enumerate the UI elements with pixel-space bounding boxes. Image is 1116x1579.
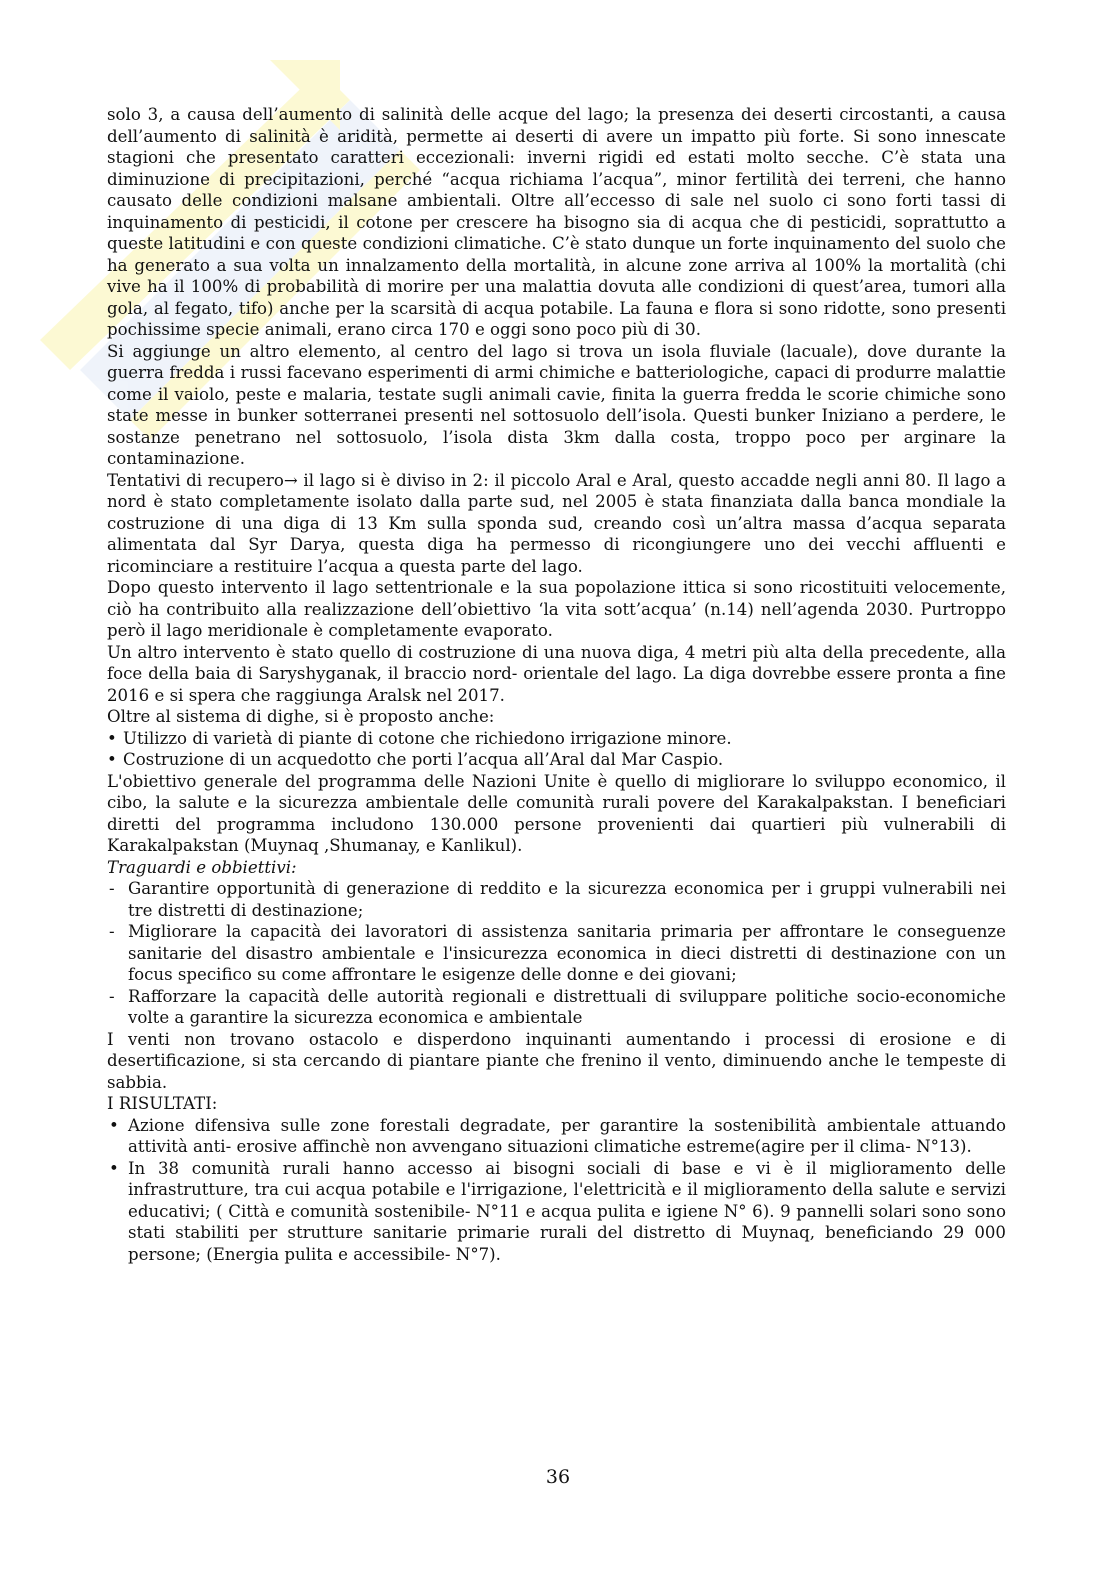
paragraph-after-intervention: Dopo questo intervento il lago settentrionale e la sua popolazione ittica si sono ricostituiti velocemente, ciò ha contribuito alla realizzazione dell’obiettivo ‘la vita sott’acqua’ (n.14) nell’agenda 2030. Purtroppo però il lago meridionale è completamente evaporato.: [107, 578, 1006, 640]
paragraph-new-dam: Un altro intervento è stato quello di costruzione di una nuova diga, 4 metri più alta della precedente, alla foce della baia di Saryshyganak, il braccio nord- orientale del lago. La diga dovrebbe essere pronta a fine 2016 e si spera che raggiunga Aralsk nel 2017.: [107, 642, 1006, 705]
list-item: • Utilizzo di varietà di piante di cotone che richiedono irrigazione minore.: [107, 728, 1006, 750]
proposals-list: [107, 728, 1006, 771]
paragraph-un-programme: L'obiettivo generale del programma delle Nazioni Unite è quello di migliorare lo sviluppo economico, il cibo, la salute e la sicurezza ambientale delle comunità rurali povere del Karakalpakstan. I beneficiari diretti del programma includono 130.000 persone provenienti dai quartieri più vulnerabili di Karakalpakstan (Muynaq ,Shumanay, e Kanlikul).: [107, 771, 1006, 855]
list-item: • In 38 comunità rurali hanno accesso ai bisogni sociali di base e vi è il miglioramento delle infrastrutture, tra cui acqua potabile e l'irrigazione, l'elettricità e il miglioramento della salute e servizi educativi; ( Città e comunità sostenibile- N°11 e acqua pulita e igiene N° 6). 9 pannelli solari sono sono stati stabiliti per strutture sanitarie primarie rurali del distretto di Muynaq, beneficiando 29 000 persone; (Energia pulita e accessibile- N°7).: [107, 1158, 1006, 1266]
paragraph-salinity: solo 3, a causa dell’aumento di salinità delle acque del lago; la presenza dei deserti circostanti, a causa dell’aumento di salinità è aridità, permette ai deserti di avere un impatto più forte. Si sono innescate stagioni che presentato caratteri eccezionali: inverni rigidi ed estati molto secche. C’è stata una diminuzione di precipitazioni, perché “acqua richiama l’acqua”, minor fertilità dei terreni, che hanno causato delle condizioni malsane ambientali. Oltre all’eccesso di sale nel suolo ci sono forti tassi di inquinamento di pesticidi, il cotone per crescere ha bisogno sia di acqua che di pesticidi, soprattutto a queste latitudini e con queste condizioni climatiche. C’è stato dunque un forte inquinamento del suolo che ha generato a sua volta un innalzamento della mortalità, in alcune zone arriva al 100% la mortalità (chi vive ha il 100% di probabilità di morire per una malattia dovuta alle condizioni di quest’area, tumori alla gola, al fegato, tifo) anche per la scarsità di acqua potabile. La fauna e flora si sono ridotte, sono presenti pochissime specie animali, erano circa 170 e oggi sono poco più di 30.: [107, 105, 1006, 339]
document-body: [107, 104, 1006, 1265]
list-item: • Costruzione di un acquedotto che porti l’acqua all’Aral dal Mar Caspio.: [107, 749, 1006, 771]
paragraph-winds: I venti non trovano ostacolo e disperdono inquinanti aumentando i processi di erosione e di desertificazione, si sta cercando di piantare piante che frenino il vento, diminuendo anche le tempeste di sabbia.: [107, 1029, 1006, 1092]
paragraph-proposals-intro: Oltre al sistema di dighe, si è proposto anche:: [107, 707, 495, 726]
list-item: • Azione difensiva sulle zone forestali degradate, per garantire la sostenibilità ambientale attuando attività anti- erosive affinchè non avvengano situazioni climatiche estreme(agire per il clima- N°13).: [107, 1115, 1006, 1158]
page-number: 36: [545, 1466, 571, 1488]
list-item: - Rafforzare la capacità delle autorità regionali e distrettuali di sviluppare politiche socio-economiche volte a garantire la sicurezza economica e ambientale: [107, 986, 1006, 1029]
paragraph-island: Si aggiunge un altro elemento, al centro del lago si trova un isola fluviale (lacuale), dove durante la guerra fredda i russi facevano esperimenti di armi chimiche e batteriologiche, capaci di produrre malattie come il vaiolo, peste e malaria, testate sugli animali cavie, finita la guerra fredda le scorie chimiche sono state messe in bunker sotterranei presenti nel sottosuolo dell’isola. Questi bunker Iniziano a perdere, le sostanze penetrano nel sottosuolo, l’isola dista 3km dalla costa, troppo poco per arginare la contaminazione.: [107, 341, 1006, 468]
list-item: - Garantire opportunità di generazione di reddito e la sicurezza economica per i gruppi vulnerabili nei tre distretti di destinazione;: [107, 878, 1006, 921]
goals-heading: Traguardi e obbiettivi:: [107, 857, 297, 877]
results-heading: I RISULTATI:: [107, 1094, 218, 1113]
list-item: - Migliorare la capacità dei lavoratori di assistenza sanitaria primaria per affrontare le conseguenze sanitarie del disastro ambientale e l'insicurezza economica in dieci distretti di destinazione con un focus specifico su come affrontare le esigenze delle donne e dei giovani;: [107, 921, 1006, 986]
paragraph-recovery: Tentativi di recupero→ il lago si è diviso in 2: il piccolo Aral e Aral, questo accadde negli anni 80. Il lago a nord è stato completamente isolato dalla parte sud, nel 2005 è stata finanziata dalla banca mondiale la costruzione di una diga di 13 Km sulla sponda sud, creando così un’altra massa d’acqua separata alimentata dal Syr Darya, questa diga ha permesso di ricongiungere uno dei vecchi affluenti e ricominciare a restituire l’acqua a questa parte del lago.: [107, 470, 1006, 576]
goals-list: [107, 878, 1006, 1029]
results-list: [107, 1115, 1006, 1266]
